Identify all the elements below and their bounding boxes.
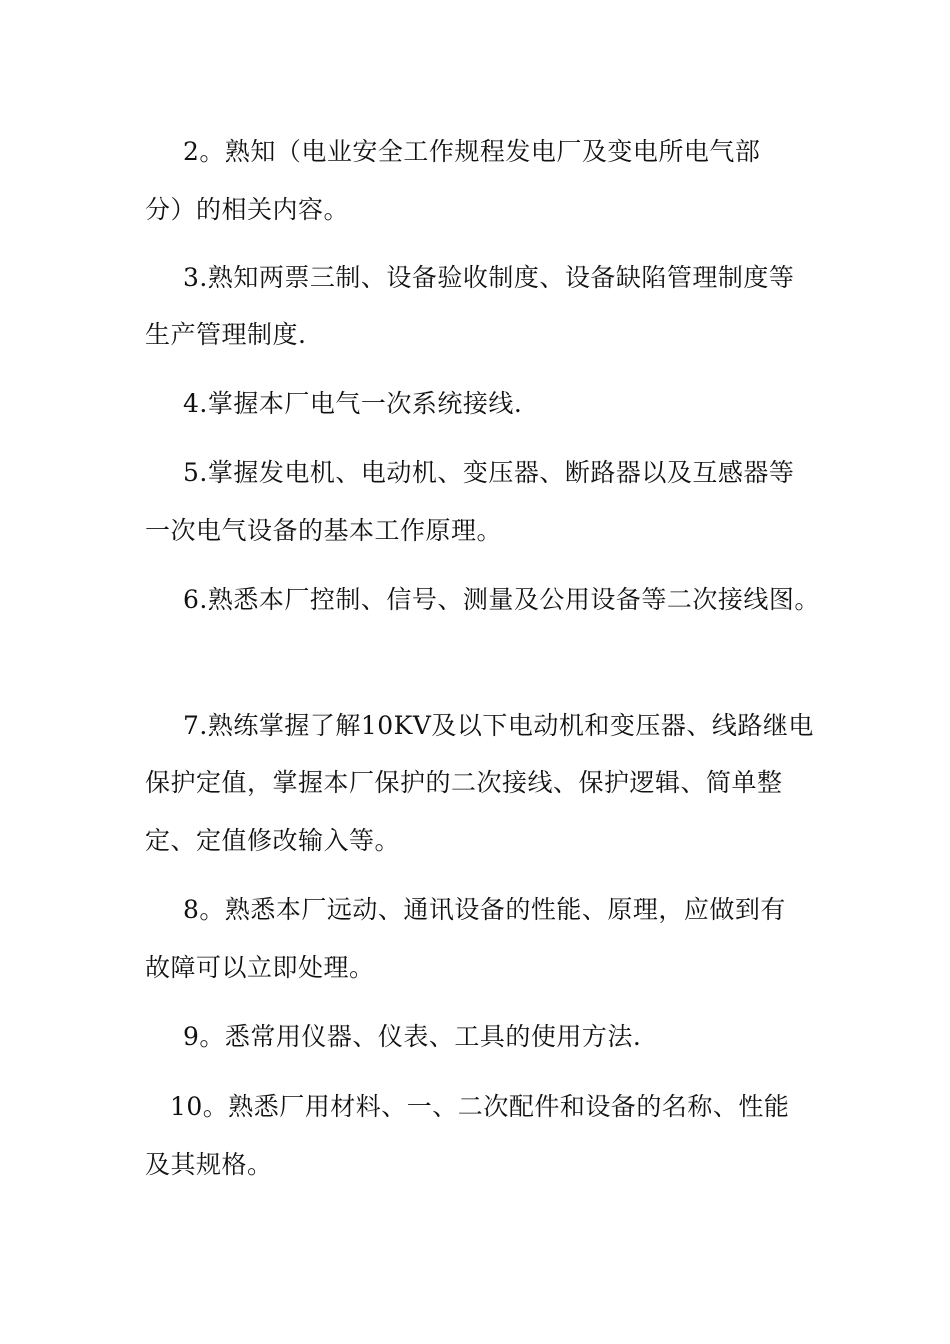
item-8-line-1: 8。熟悉本厂远动、通讯设备的性能、原理，应做到有 <box>183 895 786 924</box>
item-5-line-2: 一次电气设备的基本工作原理。 <box>145 516 503 545</box>
item-10-line-2: 及其规格。 <box>145 1150 273 1179</box>
item-8-line-2: 故障可以立即处理。 <box>145 953 375 982</box>
item-6-line-1: 6.熟悉本厂控制、信号、测量及公用设备等二次接线图。 <box>183 585 820 614</box>
item-10-line-1: 10。熟悉厂用材料、一、二次配件和设备的名称、性能 <box>170 1092 790 1121</box>
item-5-line-1: 5.掌握发电机、电动机、变压器、断路器以及互感器等 <box>183 458 795 487</box>
item-7-line-1: 7.熟练掌握了解10KV及以下电动机和变压器、线路继电 <box>183 711 814 740</box>
item-9-line-1: 9。悉常用仪器、仪表、工具的使用方法. <box>183 1022 642 1051</box>
item-7-line-2: 保护定值，掌握本厂保护的二次接线、保护逻辑、简单整 <box>145 768 783 797</box>
item-4-line-1: 4.掌握本厂电气一次系统接线. <box>183 389 523 418</box>
item-7-line-3: 定、定值修改输入等。 <box>145 826 401 855</box>
item-3-line-2: 生产管理制度. <box>145 320 307 349</box>
item-2-line-1: 2。熟知（电业安全工作规程发电厂及变电所电气部 <box>183 137 761 166</box>
item-3-line-1: 3.熟知两票三制、设备验收制度、设备缺陷管理制度等 <box>183 263 795 292</box>
item-2-line-2: 分）的相关内容。 <box>145 195 350 224</box>
